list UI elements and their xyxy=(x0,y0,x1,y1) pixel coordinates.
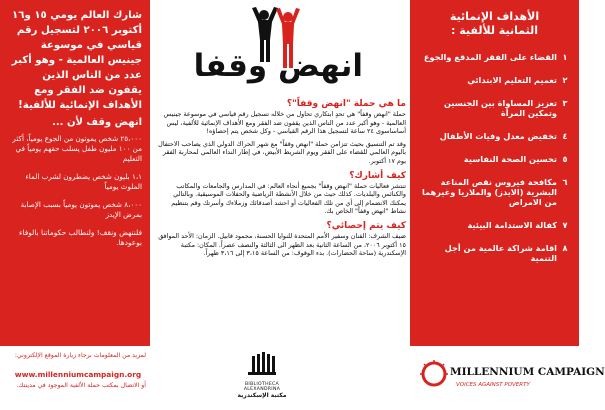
goal-text: تعزيز المساواة بين الجنسين وتمكين المرأة xyxy=(444,98,557,118)
footer xyxy=(0,346,605,410)
goals-panel xyxy=(410,0,579,346)
goal-number: ١ xyxy=(562,52,568,62)
goal-number: ٧ xyxy=(562,220,568,230)
intro-text: شارك العالم يومي ١٥ و١٦ أكتوبر ٢٠٠٦ لتسجيل رقم قياسي في موسوعة جينيس العالمية - وهو أكبر عدد من الناس الذين يقفون ضد الفقر ومع الأهداف الإنمائية للألفية! xyxy=(11,10,142,111)
footer-info-text: لمزيد من المعلومات برجاء زيارة الموقع الإلكتروني: xyxy=(14,352,146,359)
goal-item xyxy=(416,243,573,263)
goal-number: ٨ xyxy=(562,243,568,253)
logo-wordmark: انهض وقفا xyxy=(193,48,363,84)
bibliotheca-alexandrina-logo xyxy=(232,352,292,408)
goals-heading-line2: الثمانية للألفية : xyxy=(451,24,538,37)
goal-text: تعميم التعليم الابتدائي xyxy=(467,75,557,85)
section-body-what: حملة "انهض وقفاً" هي تحدٍ ابتكاري تحاول من خلاله تسجيل رقم قياسي في موسوعة جينيس العالمية - وهو أكبر عدد من الناس الذين يقفون ضد الفقر ومع الأهداف الإنمائية للألفية، ليس أساساسوى ٢٤ ساعة لتسجيل هذا الرقم القياسي - وكل شخص يتم إحصاؤه! xyxy=(163,110,406,136)
section-body-timing: وقد تم التنسيق بحيث تتزامن حملة "انهض وقفاً" مع شهر الحراك الدولي الذي يصاحب الاحتفال باليوم العالمي للقضاء على الفقر ويوم الشريط الأبيض، في إطار النداء العالمي لمحاربة الفقر يوم ١٧ أكتوبر. xyxy=(158,139,406,165)
goal-text: اقامة شراكة عالمية من أجل التنمية xyxy=(444,243,557,263)
goal-text: كفالة الاستدامة البيئية xyxy=(467,220,557,230)
goal-text: القضاء على الفقر المدقع والجوع xyxy=(423,52,557,62)
millennium-campaign-tagline: VOICES AGAINST POVERTY xyxy=(456,382,530,388)
fact-item: ٨،٠٠٠ شخص يموتون يومياً بسبب الإصابة بمرض الإيدز xyxy=(20,200,142,219)
goal-item xyxy=(416,52,573,62)
campaign-info-panel xyxy=(150,0,410,346)
closing-text: فلننهض ونقف! ولنطالب حكوماتنا بالوفاء بوعودها. xyxy=(18,228,142,247)
library-emblem-icon xyxy=(242,352,282,378)
call-to-action-panel xyxy=(0,0,150,346)
goal-number: ٥ xyxy=(562,154,568,164)
millennium-campaign-logo xyxy=(420,352,605,406)
goal-number: ٦ xyxy=(562,177,568,187)
section-title-counted: كيف يتم إحصائي؟ xyxy=(326,220,406,231)
section-title-participate: كيف أشارك؟ xyxy=(349,170,406,181)
footer-contact-text: أو الاتصال بمكتب حملة الألفية الموجود في مدينتك. xyxy=(16,382,146,389)
goal-number: ٤ xyxy=(562,131,568,141)
goal-text: تخفيض معدل وفيات الأطفال xyxy=(439,131,557,141)
section-body-counted: ضيف الشرف: الفنان وسفير الأمم المتحدة للنوايا الحسنة، محمود قابيل. الزمان: الأحد الموافق ١٥ أكتوبر ٢٠٠٦، من الساعة الثانية بعد الظهر الى الثالثة والنصف عصراً. المكان: مكتبة الإسكندرية (ساحة الحضارات). بدء الوقوف: من الساعة ٣،١٥ إلى ٣،١٦ ظهراً. xyxy=(158,231,406,258)
goal-item xyxy=(416,131,573,141)
goal-text: مكافحة فيروس نقص المناعة البشرية (الايدز) والملاريا وغيرهما من الامراض xyxy=(421,177,557,207)
goal-item xyxy=(416,220,573,230)
section-body-participate: تنتشر فعاليات حملة "انهض وقفاً" بجميع أنحاء العالم: في المدارس والجامعات والمكاتب والكنائس والبلديات. كذلك حيث من خلال الأنشطة الرياضية والحفلات الموسيقية. وبالتالي يمكنك الانضمام إلى أي من تلك الفعاليات أو احشد أصدقائك وزملاءك وأسرتك وقم بتنظيم نشاط "انهض وقفاً" الخاص بك. xyxy=(171,181,406,216)
goal-item xyxy=(416,154,573,164)
stand-up-logo xyxy=(178,6,383,84)
bibalex-arabic-name: مكتبة الإسكندرية xyxy=(237,392,287,399)
millennium-campaign-title: MILLENNIUM CAMPAIGN xyxy=(450,366,605,378)
goal-number: ٣ xyxy=(562,98,568,108)
section-title-what: ما هي حملة "انهض وقفاً"؟ xyxy=(286,99,406,109)
fact-item: ٢٥،٠٠٠ شخص يموتون من الجوع يومياً، أكثر من ١٠٠ مليون طفل يسلب حقهم يومياً في التعليم xyxy=(12,134,142,163)
fact-item: ١،١ بليون شخص يضطرون لشرب الماء الملوث يومياً xyxy=(25,172,142,191)
website-link[interactable]: www.millenniumcampaign.org xyxy=(14,370,142,379)
facts-list xyxy=(0,134,150,220)
goal-item xyxy=(416,75,573,85)
goals-heading-line1: الأهداف الإنمائية xyxy=(449,10,540,23)
bibalex-english-name: BIBLIOTHECA ALEXANDRINA xyxy=(243,382,281,392)
goal-item xyxy=(416,98,573,118)
campaign-sections xyxy=(156,98,406,262)
globe-2015-icon xyxy=(420,360,448,388)
goal-item xyxy=(416,177,573,207)
stand-up-subheading: انهض وقف لأن ... xyxy=(52,117,142,128)
goal-text: تحسين الصحة النفاسية xyxy=(463,154,557,164)
goals-heading xyxy=(410,0,579,38)
goal-number: ٢ xyxy=(562,75,568,85)
goals-list xyxy=(410,52,579,263)
